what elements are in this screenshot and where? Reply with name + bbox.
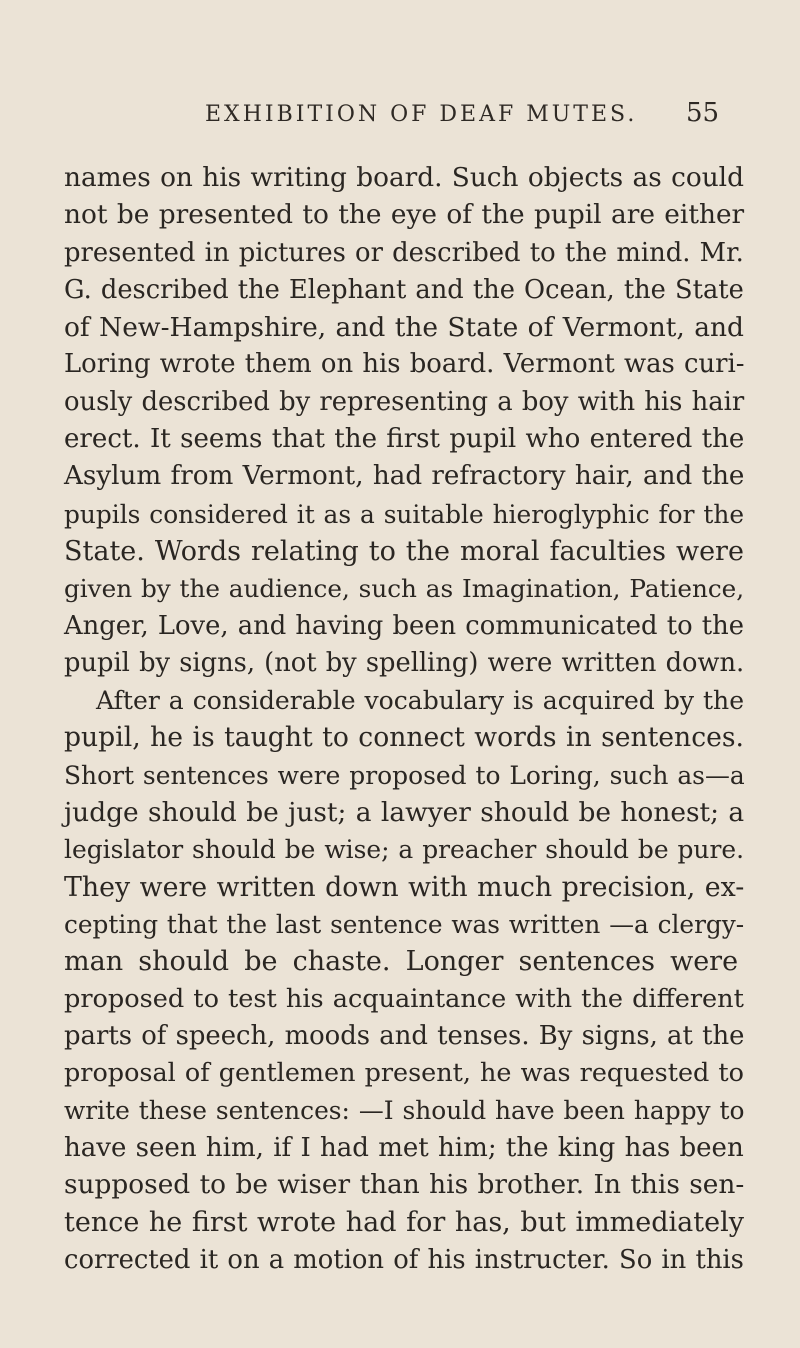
text-line: proposed to test his acquaintance with the different [64,983,744,1014]
running-head: EXHIBITION OF DEAF MUTES. [205,102,638,127]
text-line: proposal of gentlemen present, he was requested to [64,1058,744,1089]
text-line: legislator should be wise; a preacher should be pure. [64,835,745,865]
text-line: Asylum from Vermont, had refractory hair, and the [64,461,745,492]
text-line: not be presented to the eye of the pupil are either [64,200,745,231]
page-number: 55 [686,98,720,128]
text-line: names on his writing board. Such objects as could [64,163,744,193]
text-line: They were written down with much precision, ex- [64,871,745,903]
text-line: judge should be just; a lawyer should be honest; a [64,797,745,829]
text-line: supposed to be wiser than his brother. In this sen- [64,1170,745,1201]
body-text [64,160,744,1279]
text-line: of New-Hampshire, and the State of Vermont, and [64,312,744,344]
text-line: write these sentences: —I should have been happy to [64,1096,745,1126]
text-line: Loring wrote them on his board. Vermont was curi- [64,349,745,380]
text-line: have seen him, if I had met him; the king has been [64,1132,744,1163]
text-line: presented in pictures or described to the mind. Mr. [64,237,744,268]
text-line: Short sentences were proposed to Loring, such as—a [64,760,745,790]
paragraph-start-line: After a considerable vocabulary is acquired by the [96,686,745,716]
text-line: pupil by signs, (not by spelling) were written down. [64,647,745,678]
text-line: corrected it on a motion of his instructer. So in this [64,1244,744,1275]
text-line: given by the audience, such as Imagination, Patience, [64,574,745,604]
text-line: erect. It seems that the first pupil who entered the [64,424,745,455]
text-line: G. described the Elephant and the Ocean, the State [64,274,744,305]
text-line: pupil, he is taught to connect words in sentences. [64,722,744,754]
text-line: pupils considered it as a suitable hieroglyphic for the [64,499,745,529]
text-line: cepting that the last sentence was written —a clergy- [64,909,745,939]
text-line: ously described by representing a boy with his hair [64,386,745,417]
text-line: Anger, Love, and having been communicated to the [64,610,745,641]
text-line: tence he first wrote had for has, but immediately [64,1207,744,1239]
text-line: man should be chaste. Longer sentences were [64,946,739,978]
text-line: parts of speech, moods and tenses. By signs, at the [64,1020,745,1051]
text-line: State. Words relating to the moral faculties were [64,535,744,567]
